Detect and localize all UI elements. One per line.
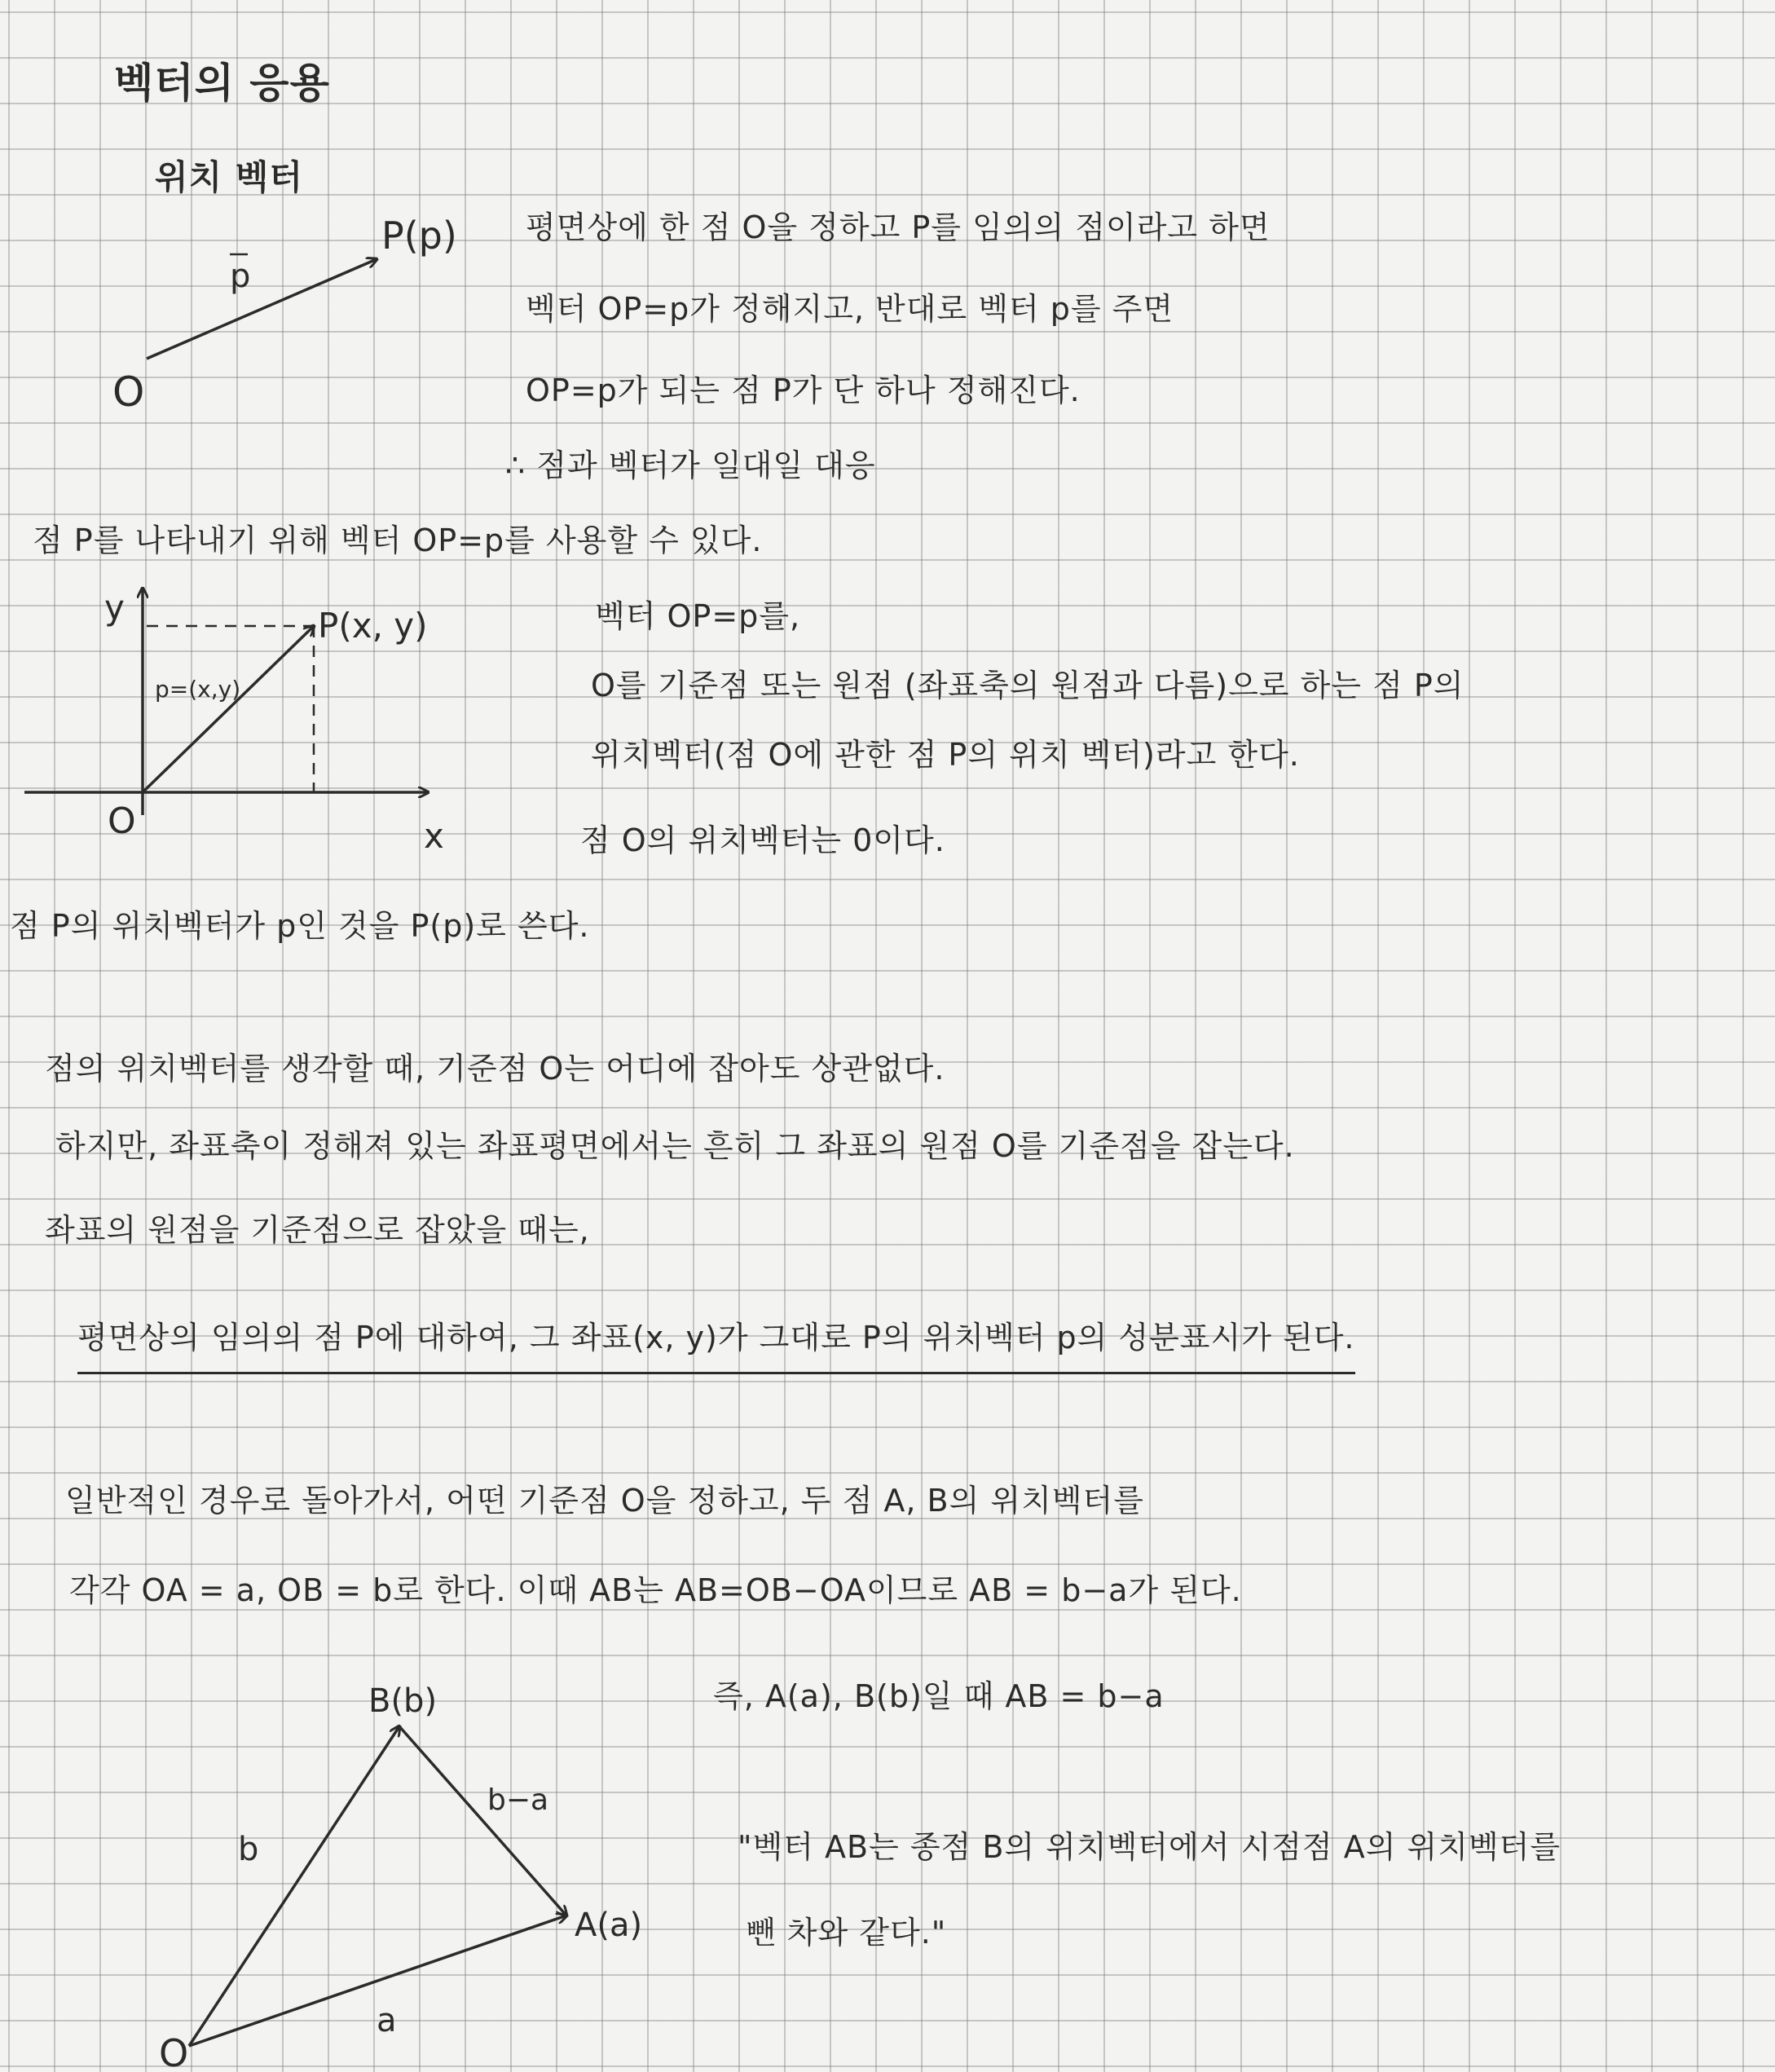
para1-line-4: ∴ 점과 벡터가 일대일 대응 [505, 447, 876, 483]
quote-line-1: "벡터 AB는 종점 B의 위치벡터에서 시점점 A의 위치벡터를 [738, 1829, 1561, 1865]
key-statement: 평면상의 임의의 점 P에 대하여, 그 좌표(x, y)가 그대로 P의 위치벡터 p의 성분표시가 된다. [77, 1312, 1355, 1374]
fig1-origin-label: O [112, 368, 145, 416]
fig3-point-a-label: A(a) [575, 1907, 643, 1944]
para2-line-2: O를 기준점 또는 원점 (좌표축의 원점과 다름)으로 하는 점 P의 [591, 668, 1464, 703]
vector-ab-arrow [399, 1726, 566, 1915]
fig3-origin-label: O [159, 2031, 189, 2072]
vector-op-arrow [147, 259, 377, 359]
fig3-point-b-label: B(b) [368, 1682, 438, 1720]
fig3-vector-b-label: b [238, 1831, 259, 1868]
para2-line-3: 위치벡터(점 O에 관한 점 P의 위치 벡터)라고 한다. [591, 737, 1300, 773]
fig1-vector-label: p [230, 258, 251, 295]
vector-b-arrow [189, 1726, 399, 2046]
vector-p-arrow [143, 626, 314, 792]
fig3-vector-ab-label: b−a [487, 1783, 549, 1817]
para4-line-1: 일반적인 경우로 돌아가서, 어떤 기준점 O을 정하고, 두 점 A, B의 위치벡터를 [65, 1483, 1144, 1519]
line-2: 점 P를 나타내기 위해 벡터 OP=p를 사용할 수 있다. [33, 522, 763, 558]
para3-line-2: 하지만, 좌표축이 정해져 있는 좌표평면에서는 흔히 그 좌표의 원점 O를 기준점을 잡는다. [55, 1128, 1295, 1164]
line-3: 점 P의 위치벡터가 p인 것을 P(p)로 쓴다. [10, 908, 590, 944]
fig2-origin-label: O [108, 800, 136, 842]
fig2-point-label: P(x, y) [318, 606, 428, 646]
note-1: 즉, A(a), B(b)일 때 AB = b−a [713, 1678, 1165, 1714]
fig1-point-label: P(p) [381, 214, 457, 258]
quote-line-2: 뺀 차와 같다." [746, 1915, 947, 1951]
x-axis-label: x [424, 816, 444, 856]
para1-line-3: OP=p가 되는 점 P가 단 하나 정해진다. [526, 373, 1081, 408]
y-axis-label: y [104, 588, 125, 628]
para1-line-1: 평면상에 한 점 O을 정하고 P를 임의의 점이라고 하면 [526, 209, 1271, 245]
fig3-vector-a-label: a [377, 2002, 397, 2039]
para4-line-2: 각각 OA = a, OB = b로 한다. 이때 AB는 AB=OB−OA이므로 AB = b−a가 된다. [69, 1572, 1242, 1608]
section-subtitle: 위치 벡터 [155, 157, 303, 197]
para2-line-1: 벡터 OP=p를, [595, 598, 801, 634]
para3-line-1: 점의 위치벡터를 생각할 때, 기준점 O는 어디에 잡아도 상관없다. [45, 1051, 945, 1087]
para1-line-2: 벡터 OP=p가 정해지고, 반대로 벡터 p를 주면 [526, 291, 1174, 327]
para2-line-4: 점 O의 위치벡터는 0이다. [580, 822, 945, 858]
page-title: 벡터의 응용 [114, 60, 330, 107]
para3-line-3: 좌표의 원점을 기준점으로 잡았을 때는, [45, 1212, 590, 1248]
fig2-vector-label: p=(x,y) [155, 676, 241, 703]
